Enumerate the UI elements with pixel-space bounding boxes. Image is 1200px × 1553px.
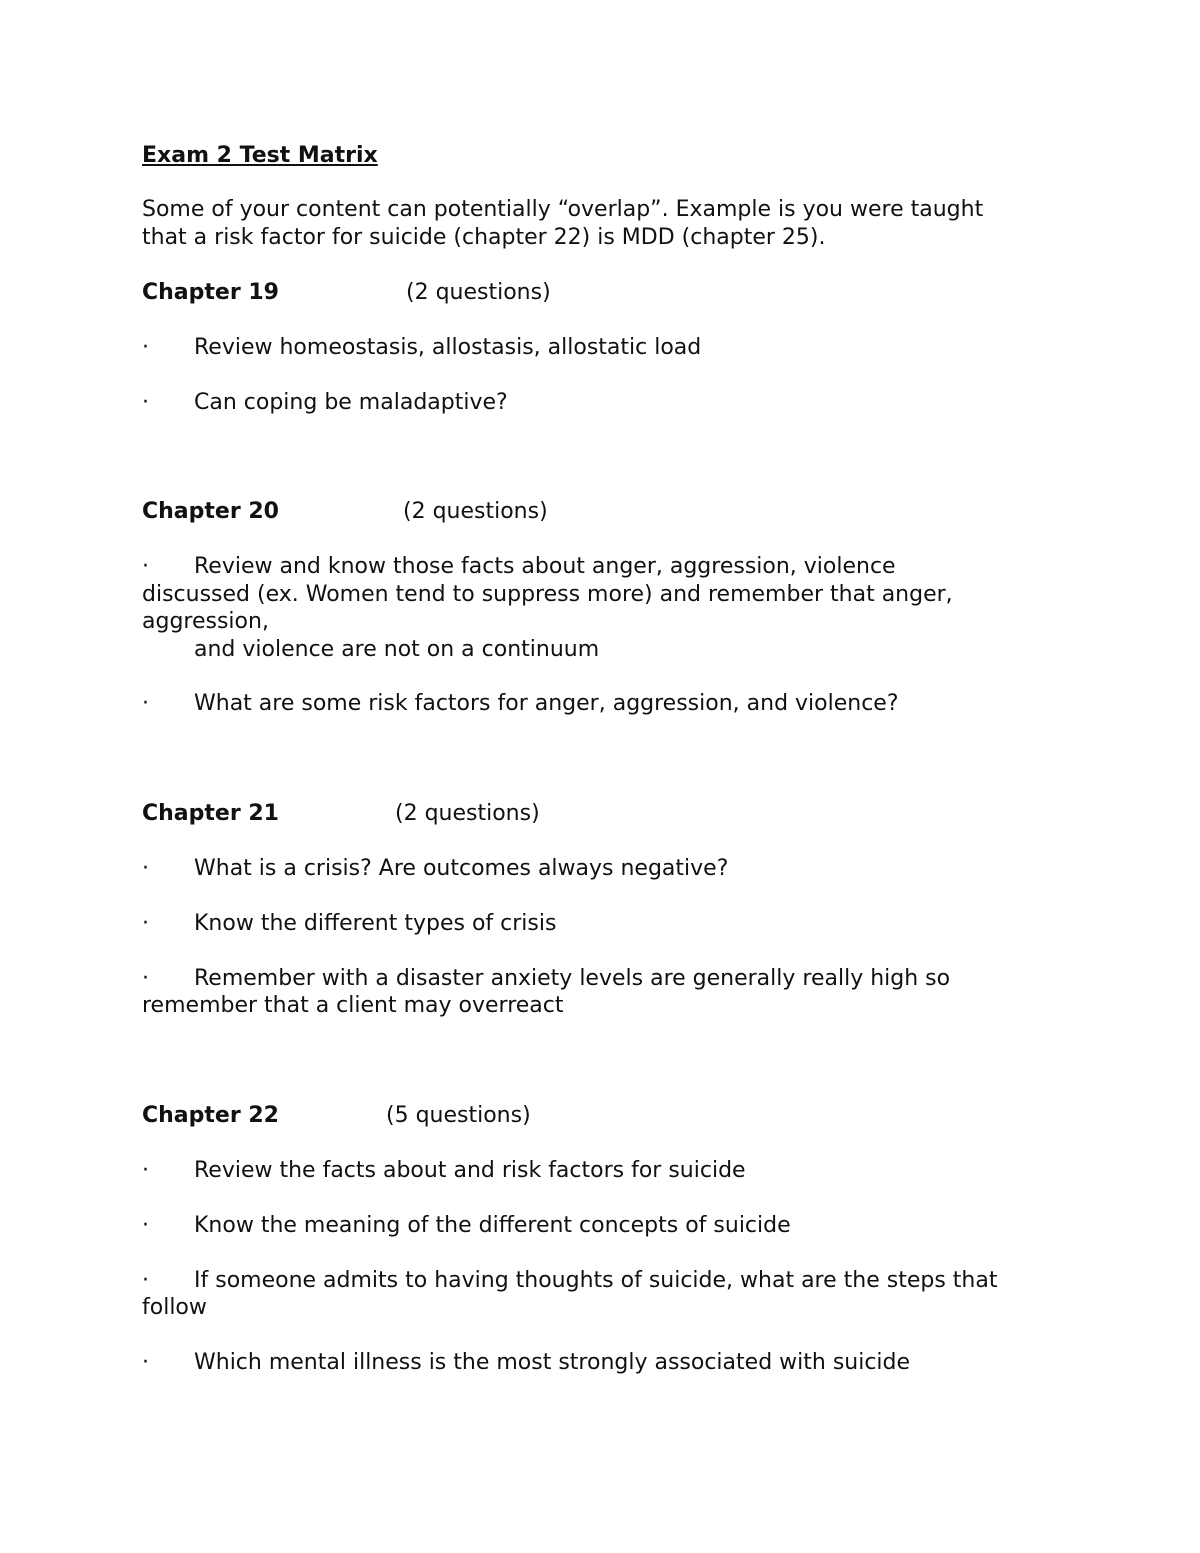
chapter-question-count: (5 questions) xyxy=(386,1103,531,1128)
bullet-icon: · xyxy=(142,390,149,415)
bullet-text: Which mental illness is the most strongly associated with suicide xyxy=(194,1350,911,1375)
bullet-text-continued: aggression, xyxy=(142,609,269,634)
bullet-icon: · xyxy=(142,335,149,360)
bullet-icon: · xyxy=(142,554,149,579)
bullet-text: Know the meaning of the different concepts of suicide xyxy=(194,1213,791,1238)
bullet-icon: · xyxy=(142,911,149,936)
bullet-icon: · xyxy=(142,1213,149,1238)
bullet-text-continued: follow xyxy=(142,1295,207,1320)
chapter-question-count: (2 questions) xyxy=(395,801,540,826)
chapter-question-count: (2 questions) xyxy=(406,280,551,305)
bullet-text-continued: remember that a client may overreact xyxy=(142,993,564,1018)
bullet-icon: · xyxy=(142,966,149,991)
bullet-text: What are some risk factors for anger, aggression, and violence? xyxy=(194,691,899,716)
document-title: Exam 2 Test Matrix xyxy=(142,143,378,168)
bullet-text: Can coping be maladaptive? xyxy=(194,390,508,415)
chapter-question-count: (2 questions) xyxy=(403,499,548,524)
bullet-text: Review and know those facts about anger, aggression, violence xyxy=(194,554,896,579)
intro-line-2: that a risk factor for suicide (chapter 22) is MDD (chapter 25). xyxy=(142,225,826,250)
bullet-icon: · xyxy=(142,1158,149,1183)
bullet-text: Review homeostasis, allostasis, allostatic load xyxy=(194,335,702,360)
chapter-heading: Chapter 19 xyxy=(142,280,279,305)
bullet-text: Review the facts about and risk factors for suicide xyxy=(194,1158,746,1183)
bullet-text-continued: discussed (ex. Women tend to suppress more) and remember that anger, xyxy=(142,582,953,607)
chapter-heading: Chapter 21 xyxy=(142,801,279,826)
bullet-text: If someone admits to having thoughts of suicide, what are the steps that xyxy=(194,1268,998,1293)
bullet-text: Know the different types of crisis xyxy=(194,911,557,936)
bullet-text: Remember with a disaster anxiety levels are generally really high so xyxy=(194,966,951,991)
bullet-icon: · xyxy=(142,1350,149,1375)
bullet-text-continued: and violence are not on a continuum xyxy=(194,637,600,662)
bullet-icon: · xyxy=(142,691,149,716)
chapter-heading: Chapter 22 xyxy=(142,1103,279,1128)
bullet-icon: · xyxy=(142,1268,149,1293)
bullet-text: What is a crisis? Are outcomes always negative? xyxy=(194,856,729,881)
chapter-heading: Chapter 20 xyxy=(142,499,279,524)
intro-line-1: Some of your content can potentially “overlap”. Example is you were taught xyxy=(142,197,984,222)
bullet-icon: · xyxy=(142,856,149,881)
